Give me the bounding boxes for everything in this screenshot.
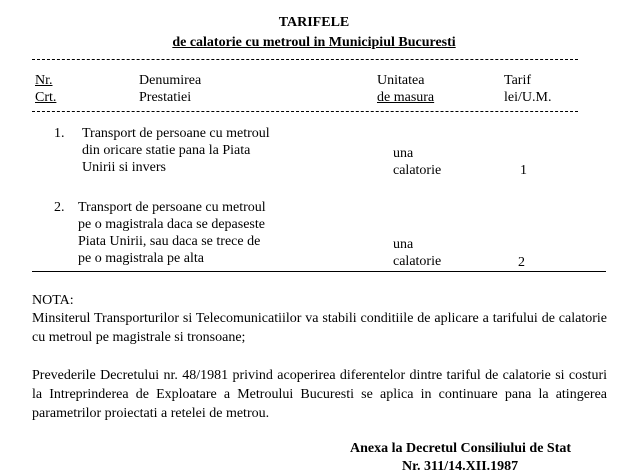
header-nr-line2: Crt. [35, 90, 57, 105]
row-2-unit [393, 236, 441, 270]
document-title: TARIFELE [278, 15, 350, 30]
row-2-unit-line1: una [393, 237, 414, 252]
row-1-line-1: Transport de persoane cu metroul [82, 126, 270, 141]
header-unitatea [377, 72, 434, 106]
row-1-nr: 1. [54, 126, 65, 141]
document-subtitle: de calatorie cu metroul in Municipiul Bucuresti [172, 35, 456, 50]
row-2-tarif: 2 [518, 255, 525, 270]
header-denumirea-line2: Prestatiei [139, 90, 192, 105]
nota-label: NOTA: [32, 293, 74, 308]
row-1-tarif: 1 [520, 163, 527, 178]
table-bottom-rule [32, 271, 606, 272]
footer-line-2: Nr. 311/14.XII.1987 [402, 459, 519, 474]
row-1-line-2: din oricare statie pana la Piata [82, 143, 251, 158]
row-2-description [78, 199, 266, 267]
header-unitatea-line2: de masura [377, 90, 435, 105]
row-1-description [82, 125, 270, 176]
header-tarif [504, 72, 551, 106]
row-2-line-1: Transport de persoane cu metroul [78, 200, 266, 215]
nota-paragraph-2: Prevederile Decretului nr. 48/1981 privind acoperirea diferentelor dintre tariful de calatorie si costuri la Intreprinderea de Exploatare a Metroului Bucuresti se aplica in continuare pana la atingerea parametrilor proiectati a retelei de metrou. [32, 368, 607, 421]
row-2-line-3: Piata Unirii, sau daca se trece de [78, 234, 261, 249]
footer-line-1: Anexa la Decretul Consiliului de Stat [350, 441, 572, 456]
row-2-line-2: pe o magistrala daca se depaseste [78, 217, 265, 232]
row-2-unit-line2: calatorie [393, 254, 442, 269]
row-1-unit [393, 145, 441, 179]
header-unitatea-line1: Unitatea [377, 73, 425, 88]
header-nr-line1: Nr. [35, 73, 53, 88]
row-1-unit-line1: una [393, 146, 414, 161]
row-2-line-4: pe o magistrala pe alta [78, 251, 204, 266]
nota-paragraph-1: Minsiterul Transporturilor si Telecomunicatiilor va stabili conditiile de aplicare a tarifului de calatorie cu metroul pe magistrale si tronsoane; [32, 311, 607, 345]
header-bottom-rule [32, 111, 578, 112]
row-1-unit-line2: calatorie [393, 163, 442, 178]
header-denumirea [139, 72, 201, 106]
header-denumirea-line1: Denumirea [139, 73, 202, 88]
header-top-rule [32, 59, 578, 60]
row-1-line-3: Unirii si invers [82, 160, 166, 175]
header-tarif-line1: Tarif [504, 73, 532, 88]
header-nr [35, 72, 56, 106]
header-tarif-line2: lei/U.M. [504, 90, 552, 105]
row-2-nr: 2. [54, 200, 65, 215]
